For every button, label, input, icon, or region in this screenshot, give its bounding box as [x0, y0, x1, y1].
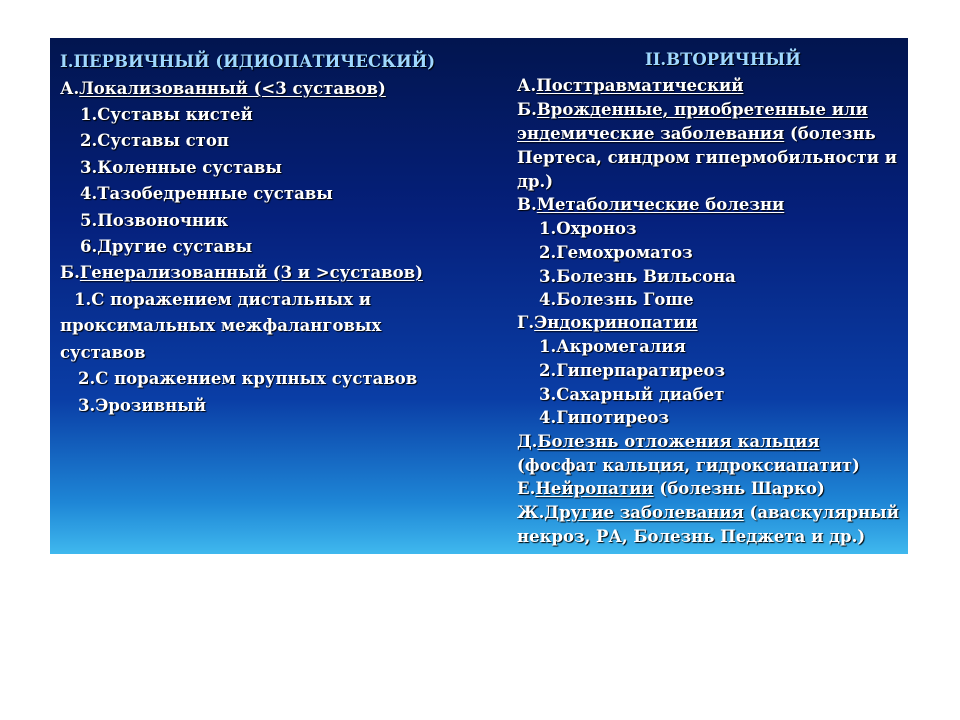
list-item-continuation: проксимальных межфаланговых [60, 316, 382, 335]
list-item: 4.Тазобедренные суставы [80, 184, 333, 203]
list-item: 1.С поражением дистальных и [74, 290, 371, 309]
list-item: 3.Коленные суставы [80, 158, 282, 177]
section-v-metabolic: В.Метаболические болезни [517, 195, 785, 214]
list-item: 1.Акромегалия [539, 337, 686, 356]
primary-heading: I.ПЕРВИЧНЫЙ (ИДИОПАТИЧЕСКИЙ) [60, 52, 436, 71]
section-a-title: Посттравматический [536, 76, 744, 95]
list-item: 2.Гемохроматоз [539, 243, 693, 262]
section-d-calcium: Д.Болезнь отложения кальция [517, 432, 820, 451]
list-item: 4.Гипотиреоз [539, 408, 669, 427]
section-a-title: Локализованный (<3 суставов) [79, 79, 386, 98]
section-a-posttraumatic: А.Посттравматический [517, 76, 744, 95]
section-zh-other: Ж.Другие заболевания (аваскулярный [517, 503, 899, 522]
slide [50, 38, 908, 554]
section-b-generalized: Б.Генерализованный (3 и >суставов) [60, 263, 423, 282]
list-item: 2.Суставы стоп [80, 131, 229, 150]
section-b-title: Генерализованный (3 и >суставов) [79, 263, 423, 282]
section-b-line4: др.) [517, 172, 554, 191]
list-item: 5.Позвоночник [80, 211, 229, 230]
list-item: 3.Болезнь Вильсона [539, 267, 736, 286]
list-item: 3.Сахарный диабет [539, 385, 725, 404]
list-item: 3.Эрозивный [78, 396, 206, 415]
section-e-neuropathies: Е.Нейропатии (болезнь Шарко) [517, 479, 825, 498]
secondary-heading: II.ВТОРИЧНЫЙ [645, 50, 801, 69]
section-zh-detail: некроз, РА, Болезнь Педжета и др.) [517, 527, 866, 546]
section-a-localized: А.Локализованный (<3 суставов) [60, 79, 386, 98]
list-item: 4.Болезнь Гоше [539, 290, 694, 309]
list-item: 1.Охроноз [539, 219, 637, 238]
section-g-endocrinopathies: Г.Эндокринопатии [517, 313, 698, 332]
section-b-line2: эндемические заболевания (болезнь [517, 124, 876, 143]
list-item: 6.Другие суставы [80, 237, 253, 256]
list-item: 1.Суставы кистей [80, 105, 253, 124]
list-item: 2.С поражением крупных суставов [78, 369, 418, 388]
section-b-congenital: Б.Врожденные, приобретенные или [517, 100, 868, 119]
section-d-detail: (фосфат кальция, гидроксиапатит) [517, 456, 860, 475]
list-item: 2.Гиперпаратиреоз [539, 361, 725, 380]
section-b-line3: Пертеса, синдром гипермобильности и [517, 148, 897, 167]
list-item-continuation: суставов [60, 343, 146, 362]
